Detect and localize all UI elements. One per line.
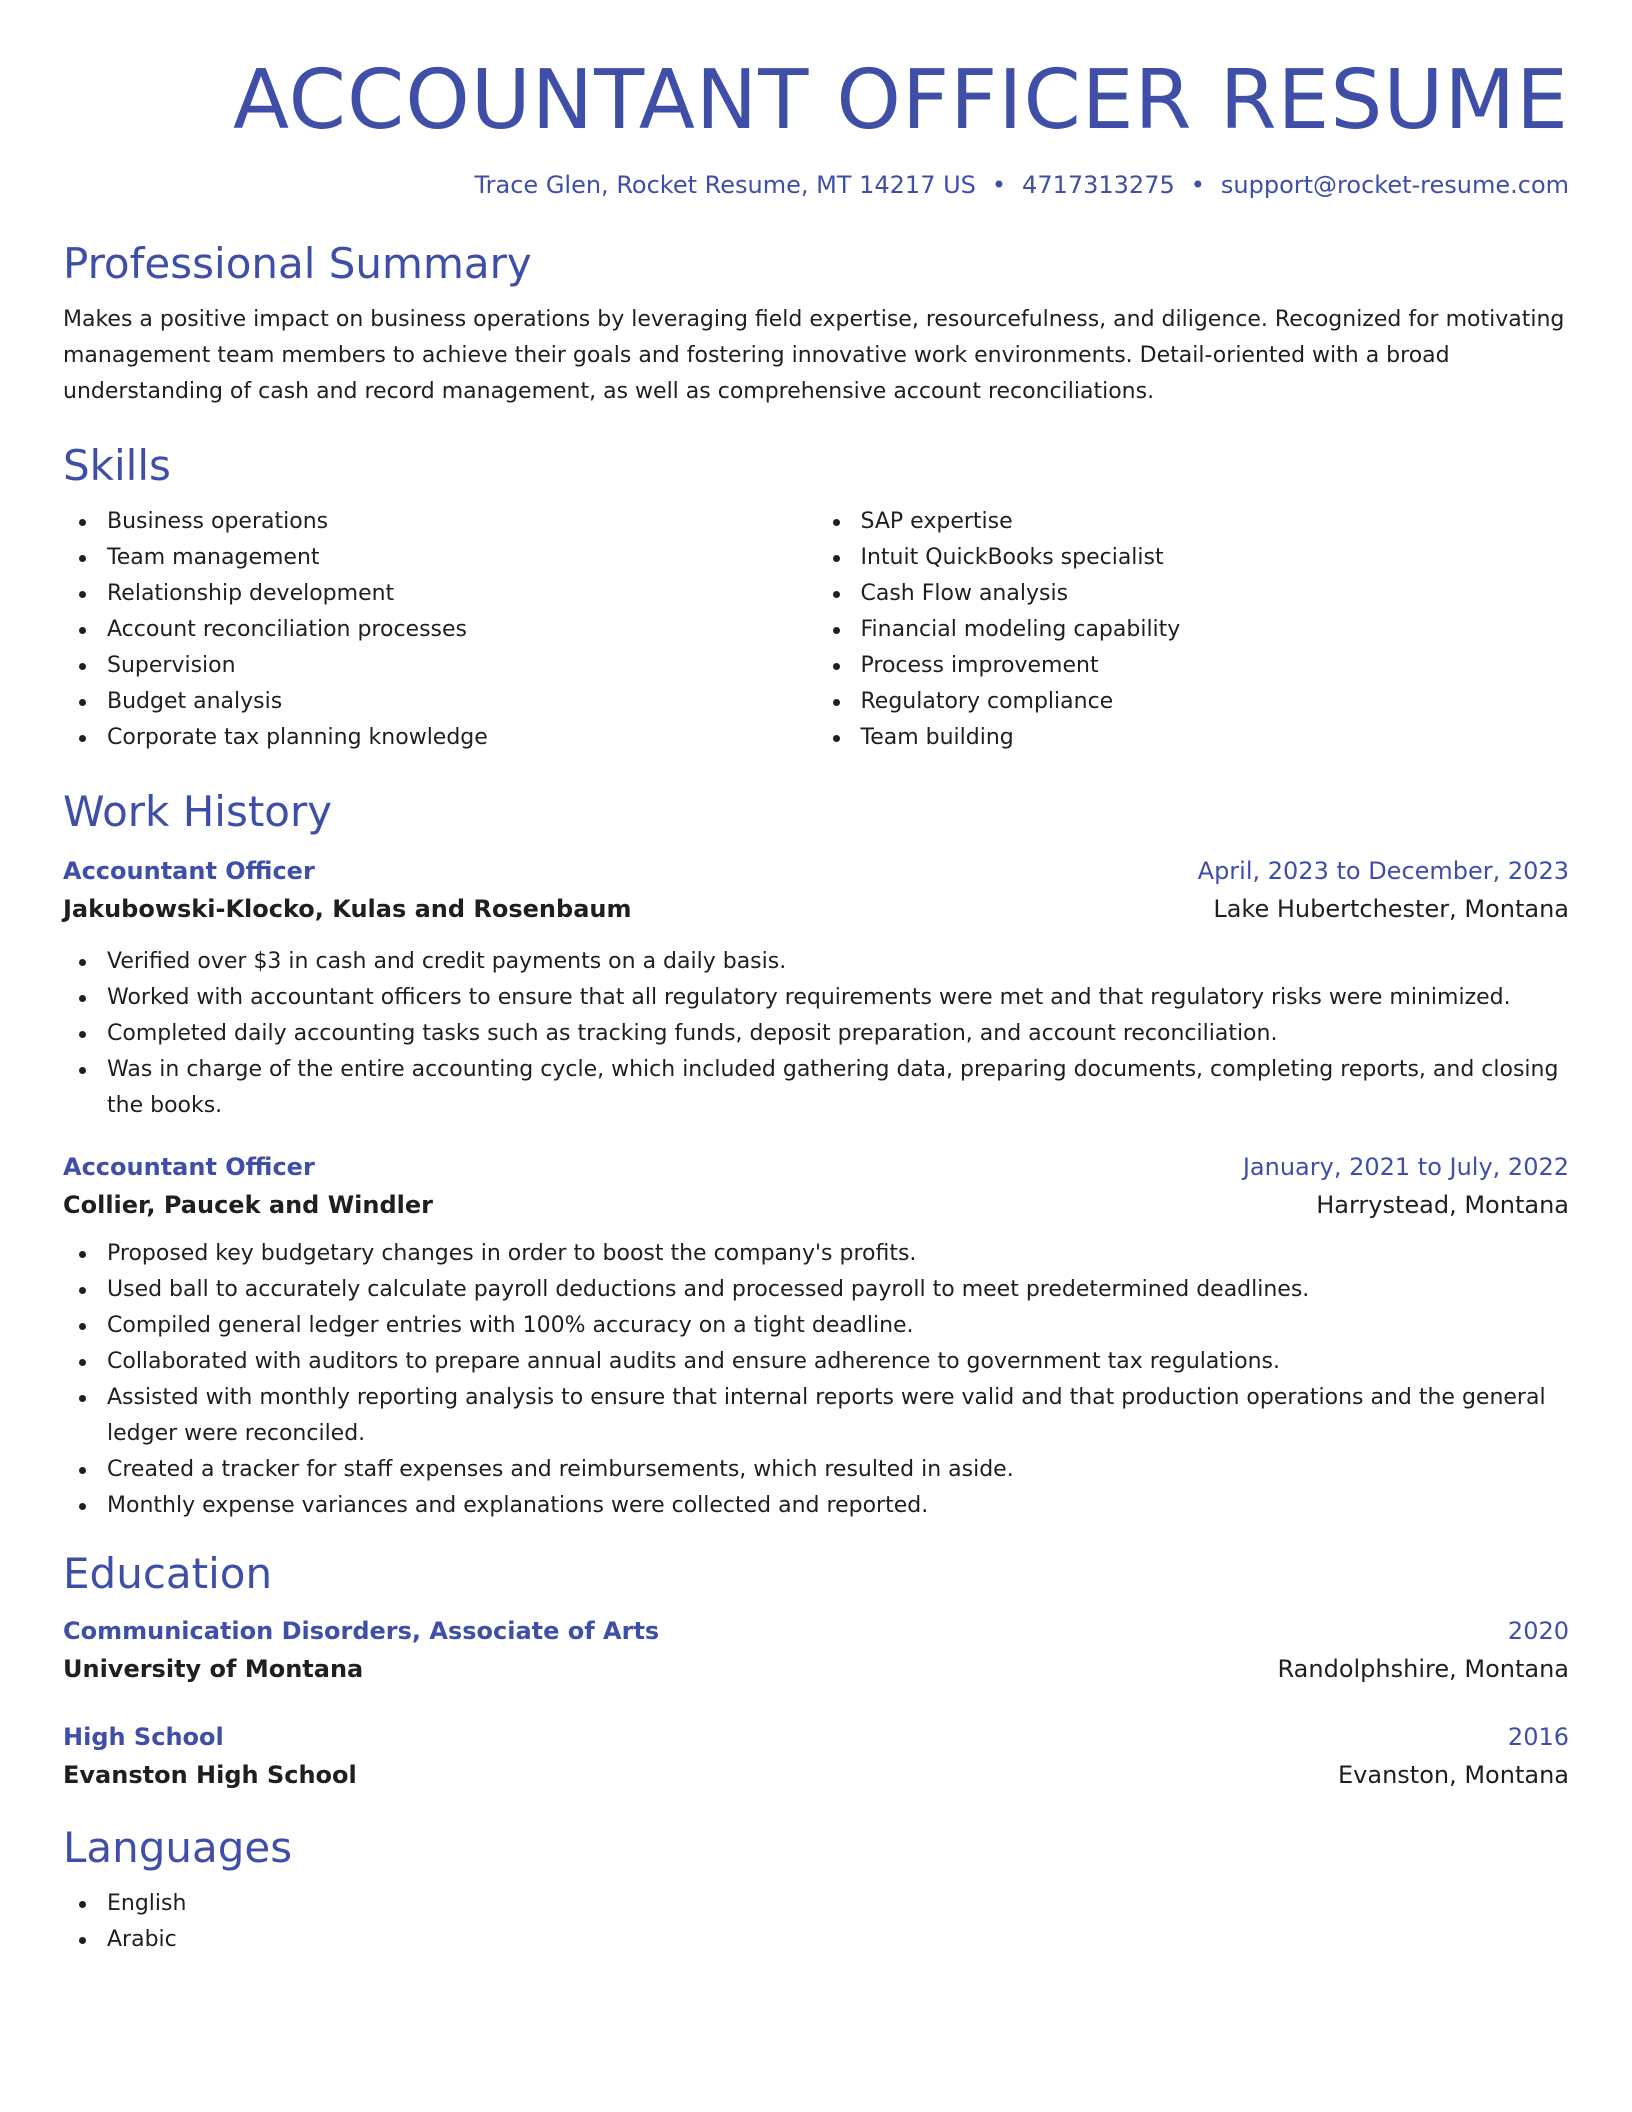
resume-title: ACCOUNTANT OFFICER RESUME (233, 53, 1569, 148)
education-year: 2020 (1507, 1617, 1569, 1645)
education-entry (63, 1718, 1569, 1794)
skill-item: Corporate tax planning knowledge (63, 720, 816, 756)
education-school: University of Montana (63, 1655, 364, 1683)
job-bullet: Assisted with monthly reporting analysis to ensure that internal reports were valid and that production operations and the general ledger were reconciled. (63, 1380, 1569, 1452)
languages-heading: Languages (63, 1823, 293, 1872)
job-bullet: Proposed key budgetary changes in order to boost the company's profits. (63, 1236, 1569, 1272)
job-entry (63, 1148, 1569, 1524)
skills-heading: Skills (63, 441, 171, 490)
skills-grid (63, 504, 1569, 756)
job-bullets (63, 944, 1569, 1124)
contact-phone: 4717313275 (1022, 171, 1175, 199)
skill-item: Process improvement (817, 648, 1570, 684)
education-school: Evanston High School (63, 1761, 357, 1789)
education-degree: Communication Disorders, Associate of Arts (63, 1617, 660, 1645)
summary-heading: Professional Summary (63, 239, 532, 288)
education-location: Randolphshire, Montana (1277, 1655, 1569, 1683)
job-header (63, 852, 1569, 890)
job-subheader (63, 890, 1569, 928)
job-company: Collier, Paucek and Windler (63, 1191, 434, 1219)
job-location: Harrystead, Montana (1316, 1191, 1569, 1219)
language-item: Arabic (63, 1922, 1569, 1958)
job-bullet: Was in charge of the entire accounting cycle, which included gathering data, preparing documents, completing reports, and closing the books. (63, 1052, 1569, 1124)
language-item: English (63, 1886, 1569, 1922)
skills-column-left (63, 504, 816, 756)
languages-list (63, 1886, 1569, 1958)
job-bullet: Created a tracker for staff expenses and reimbursements, which resulted in aside. (63, 1452, 1569, 1488)
contact-line (63, 168, 1569, 202)
skills-column-right (816, 504, 1570, 756)
summary-text: Makes a positive impact on business operations by leveraging field expertise, resourcefulness, and diligence. Recognized for motivating management team members to achieve their goals and fostering innovative work environments. Detail-oriented with a broad understanding of cash and record management, as well as comprehensive account reconciliations. (63, 307, 1565, 404)
skill-item: Relationship development (63, 576, 816, 612)
skill-item: Intuit QuickBooks specialist (817, 540, 1570, 576)
contact-separator: • (1190, 171, 1205, 199)
job-dates: January, 2021 to July, 2022 (1242, 1153, 1569, 1181)
job-title: Accountant Officer (63, 1153, 315, 1181)
skills-list-right (817, 504, 1570, 756)
education-degree: High School (63, 1723, 224, 1751)
education-header (63, 1612, 1569, 1650)
education-subheader (63, 1756, 1569, 1794)
skill-item: Financial modeling capability (817, 612, 1570, 648)
work-heading: Work History (63, 787, 333, 836)
skill-item: SAP expertise (817, 504, 1570, 540)
job-bullet: Worked with accountant officers to ensure that all regulatory requirements were met and that regulatory risks were minimized. (63, 980, 1569, 1016)
education-header (63, 1718, 1569, 1756)
job-entry (63, 852, 1569, 1124)
skill-item: Team building (817, 720, 1570, 756)
education-heading: Education (63, 1549, 273, 1598)
job-bullet: Collaborated with auditors to prepare annual audits and ensure adherence to government tax regulations. (63, 1344, 1569, 1380)
skill-item: Cash Flow analysis (817, 576, 1570, 612)
contact-separator: • (991, 171, 1007, 199)
skill-item: Supervision (63, 648, 816, 684)
skill-item: Business operations (63, 504, 816, 540)
education-year: 2016 (1507, 1723, 1569, 1751)
education-location: Evanston, Montana (1338, 1761, 1569, 1789)
education-entry (63, 1612, 1569, 1688)
job-bullet: Compiled general ledger entries with 100% accuracy on a tight deadline. (63, 1308, 1569, 1344)
job-subheader (63, 1186, 1569, 1224)
skill-item: Budget analysis (63, 684, 816, 720)
skill-item: Team management (63, 540, 816, 576)
contact-email[interactable]: support@rocket-resume.com (1220, 171, 1569, 199)
job-dates: April, 2023 to December, 2023 (1197, 857, 1569, 885)
job-location: Lake Hubertchester, Montana (1213, 895, 1569, 923)
job-company: Jakubowski-Klocko, Kulas and Rosenbaum (63, 895, 632, 923)
skills-list-left (63, 504, 816, 756)
job-title: Accountant Officer (63, 857, 315, 885)
contact-address: Trace Glen, Rocket Resume, MT 14217 US (474, 171, 976, 199)
job-bullet: Used ball to accurately calculate payroll deductions and processed payroll to meet predetermined deadlines. (63, 1272, 1569, 1308)
job-header (63, 1148, 1569, 1186)
job-bullet: Monthly expense variances and explanations were collected and reported. (63, 1488, 1569, 1524)
skill-item: Regulatory compliance (817, 684, 1570, 720)
job-bullet: Verified over $3 in cash and credit payments on a daily basis. (63, 944, 1569, 980)
job-bullet: Completed daily accounting tasks such as tracking funds, deposit preparation, and account reconciliation. (63, 1016, 1569, 1052)
education-subheader (63, 1650, 1569, 1688)
job-bullets (63, 1236, 1569, 1524)
skill-item: Account reconciliation processes (63, 612, 816, 648)
